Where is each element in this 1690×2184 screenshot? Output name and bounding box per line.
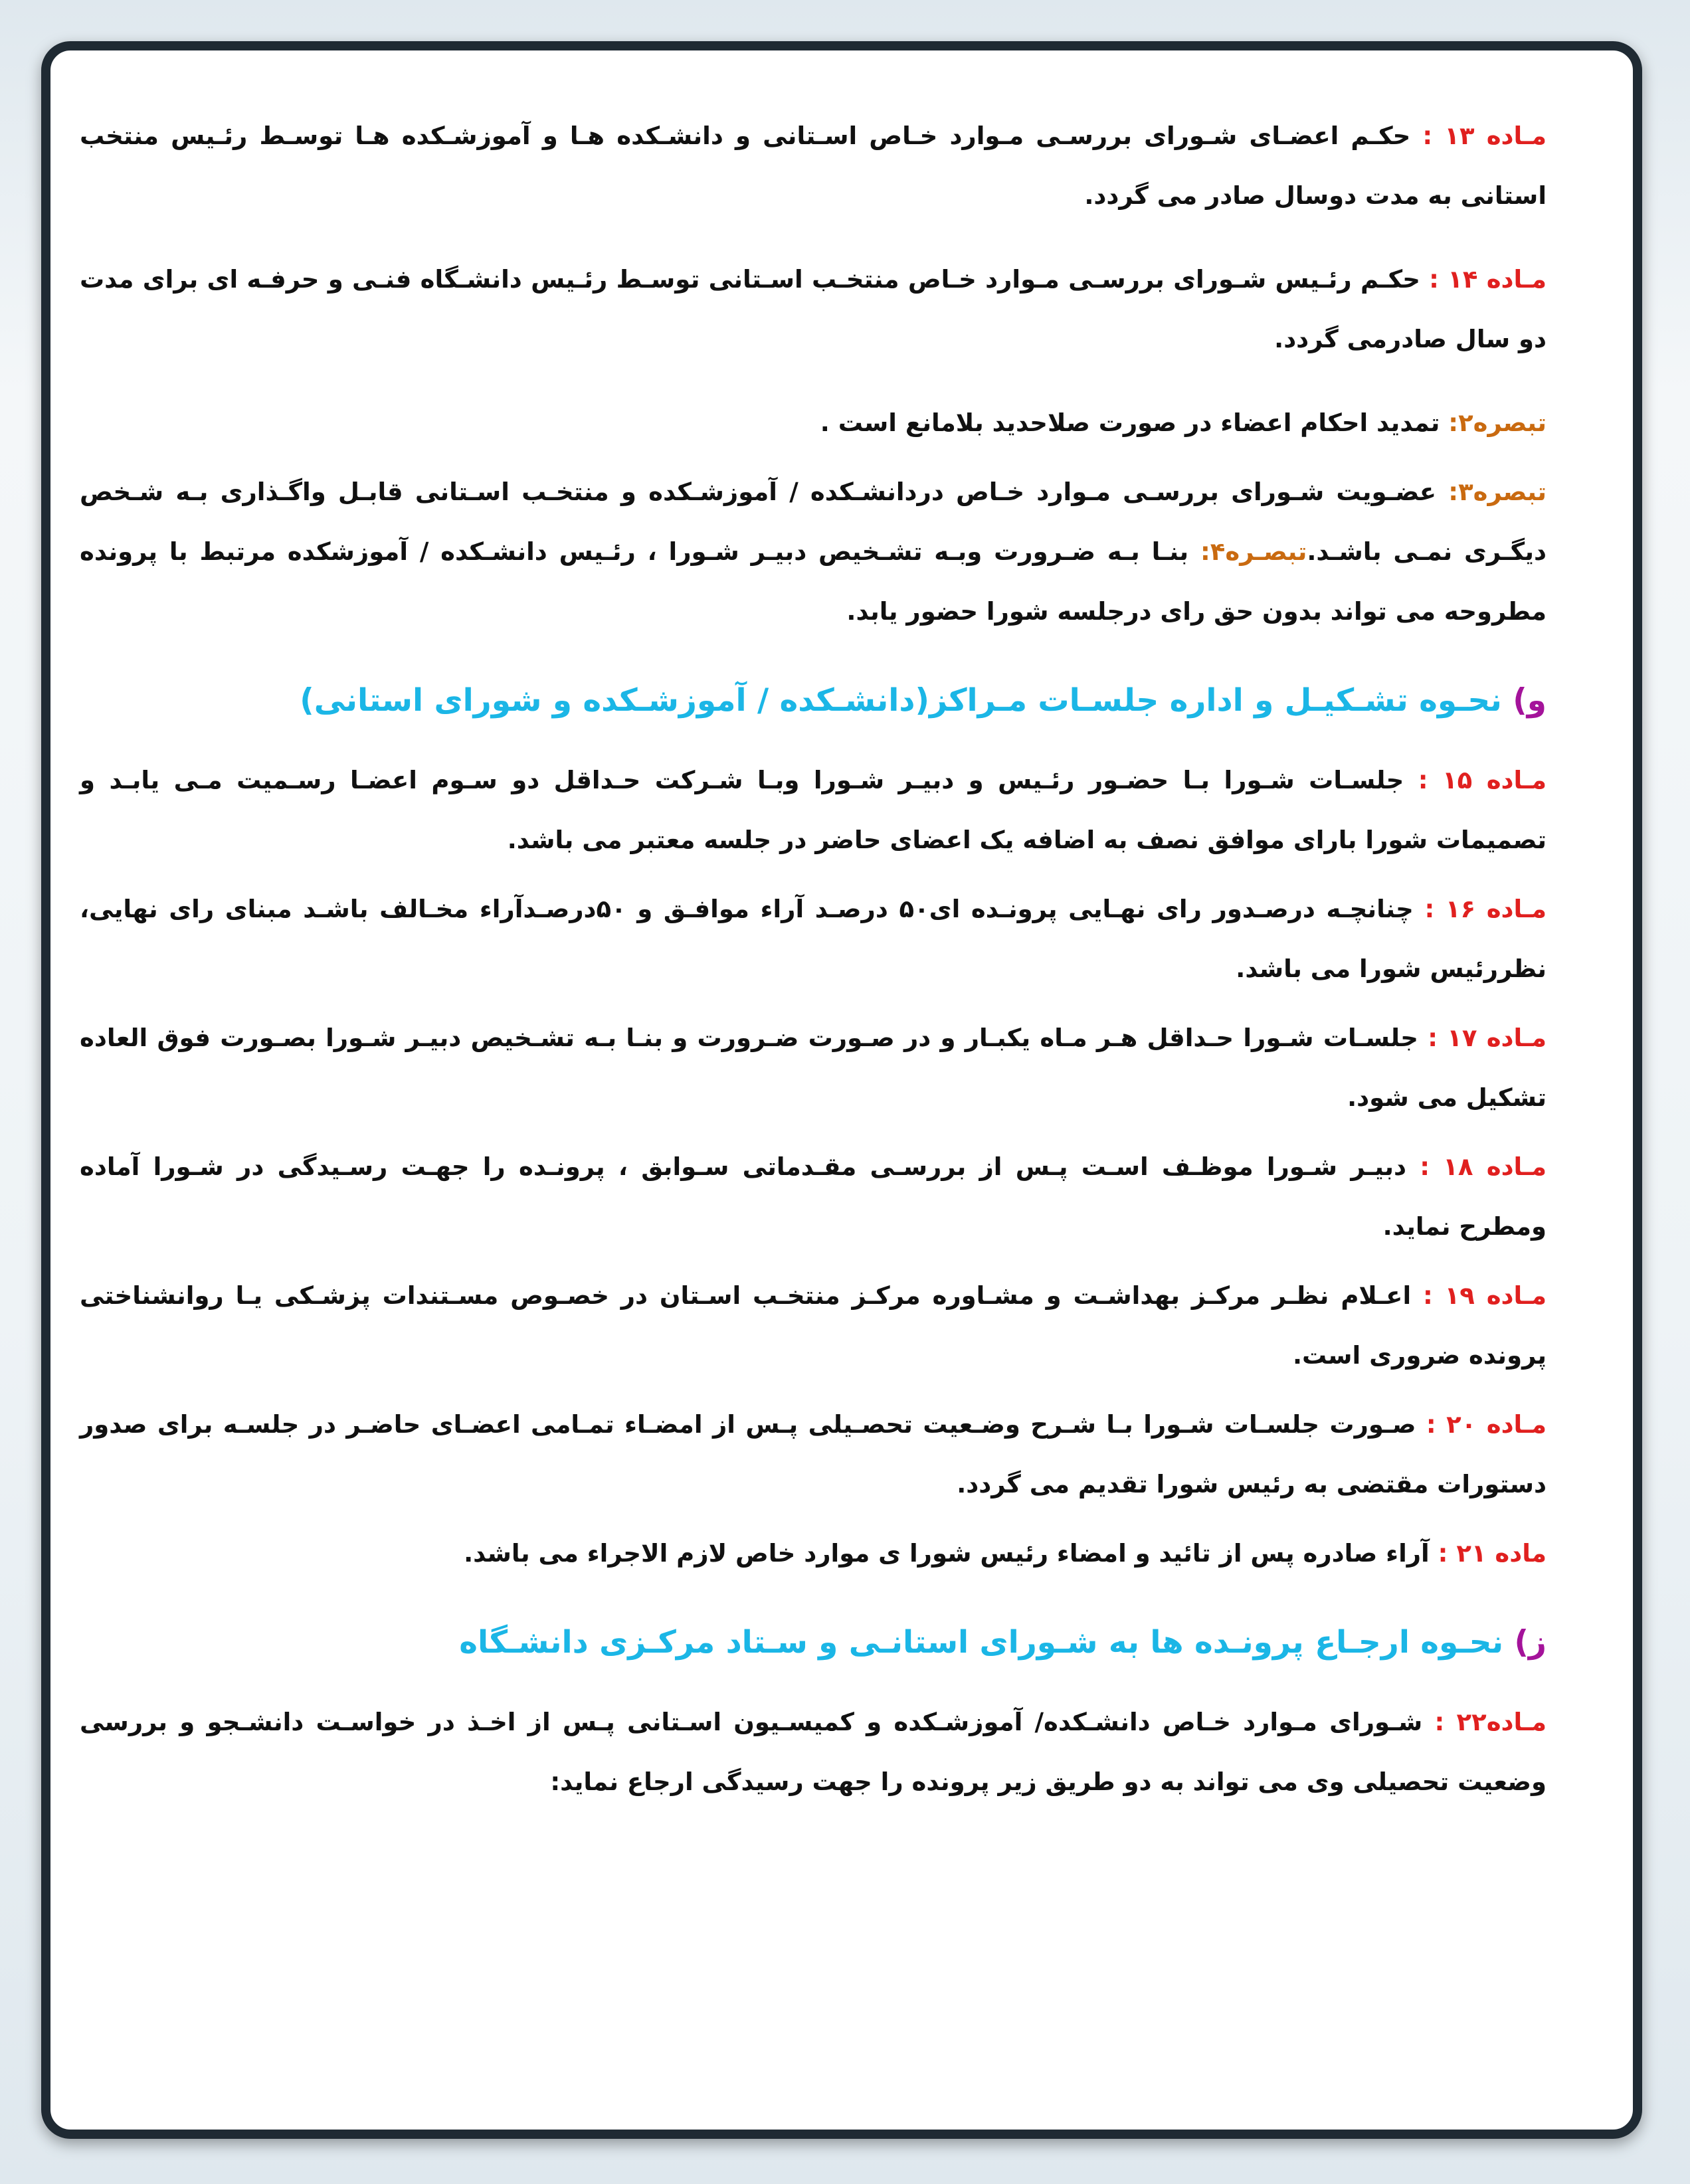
section-heading-v [80, 671, 1547, 731]
article-14-label: مـاده ۱۴ : [1429, 265, 1547, 294]
note-2-label: تبصره۲: [1448, 409, 1547, 437]
article-21-text: آراء صادره پس از تائید و امضاء رئیس شورا ی موارد خاص لازم الاجراء می باشد. [464, 1539, 1438, 1568]
article-22-text: شـورای مـوارد خـاص دانشـکده/ آموزشـکده و کمیسـیون اسـتانی پـس از اخـذ در خواسـت دانشـجو و بررسی وضعیت تحصیلی وی می تواند به دو طریق زیر پرونده را جهت رسیدگی ارجاع نماید: [80, 1708, 1547, 1796]
article-16-label: مـاده ۱۶ : [1424, 895, 1547, 923]
article-15 [80, 751, 1547, 870]
note-4-label: تبصـره۴: [1200, 537, 1307, 566]
article-13-label: مـاده ۱۳ : [1422, 122, 1547, 150]
section-title-v: نحـوه تشـکیـل و اداره جلسـات مـراکز(دانشـکده / آموزشـکده و شورای استانی) [300, 682, 1513, 719]
note-3-text: عضـویت شـورای بررسـی مـوارد خـاص دردانشـکده / آموزشـکده و منتخـب اسـتانی قابـل واگـذاری بـه شـخص دیگـری نمـی باشـد. [80, 478, 1547, 566]
article-18-text: دبیـر شـورا موظـف اسـت پـس از بررسـی مقـدماتی سـوابق ، پرونـده را جهـت رسـیدگی در شـورا آماده ومطرح نماید. [80, 1152, 1547, 1241]
article-13-text: حکـم اعضـای شـورای بررسـی مـوارد خـاص اسـتانی و دانشـکده هـا و آموزشـکده هـا توسـط رئـیس منتخب استانی به مدت دوسال صادر می گردد. [80, 122, 1547, 210]
section-title-z: نحـوه ارجـاع پرونـده ها به شـورای استانـی و سـتاد مرکـزی دانشـگاه [459, 1624, 1515, 1661]
note-2-text: تمدید احکام اعضاء در صورت صلاحدید بلامانع است . [820, 409, 1449, 437]
article-14 [80, 250, 1547, 369]
section-letter-z: ز) [1514, 1624, 1547, 1661]
document-body [80, 106, 1547, 1821]
article-21-label: ماده ۲۱ : [1438, 1539, 1547, 1568]
article-20-label: مـاده ۲۰ : [1426, 1410, 1547, 1439]
note-4-text: بنـا بـه ضـرورت وبـه تشـخیص دبیـر شـورا ، رئـیس دانشـکده / آموزشکده مرتبط با پرونده مطروحه می تواند بدون حق رای درجلسه شورا حضور یابد. [80, 537, 1547, 626]
note-3 [80, 462, 1547, 642]
article-15-text: جلسـات شـورا بـا حضـور رئـیس و دبیـر شـورا وبـا شـرکت حـداقل دو سـوم اعضـا رسـمیت مـی یابـد و تصمیمات شورا بارای موافق نصف به اضافه یک اعضای حاضر در جلسه معتبر می باشد. [80, 766, 1547, 854]
article-17-label: مـاده ۱۷ : [1428, 1024, 1547, 1052]
article-13 [80, 106, 1547, 226]
article-14-text: حکـم رئـیس شـورای بررسـی مـوارد خـاص منتخـب اسـتانی توسـط رئـیس دانشـگاه فنـی و حرفـه ای برای مدت دو سال صادرمی گردد. [80, 265, 1547, 353]
article-19-label: مـاده ۱۹ : [1423, 1281, 1547, 1310]
article-17 [80, 1008, 1547, 1128]
article-20 [80, 1395, 1547, 1514]
article-19-text: اعـلام نظـر مرکـز بهداشـت و مشـاوره مرکـز منتخـب اسـتان در خصـوص مسـتندات پزشـکی یـا روانشناختی پرونده ضروری است. [80, 1281, 1547, 1370]
section-letter-v: و) [1513, 682, 1547, 719]
section-heading-z [80, 1613, 1547, 1673]
article-18-label: مـاده ۱۸ : [1420, 1152, 1547, 1181]
article-22-label: مـاده۲۲ : [1434, 1708, 1547, 1736]
note-3-label: تبصره۳: [1448, 478, 1547, 506]
article-17-text: جلسـات شـورا حـداقل هـر مـاه یکبـار و در صـورت ضـرورت و بنـا بـه تشـخیص دبیـر شـورا بصـورت فوق العاده تشکیل می شود. [80, 1024, 1547, 1112]
note-2 [80, 393, 1547, 453]
article-21 [80, 1524, 1547, 1584]
article-20-text: صـورت جلسـات شـورا بـا شـرح وضـعیت تحصـیلی پـس از امضـاء تمـامی اعضـای حاضـر در جلسـه برای صدور دستورات مقتضی به رئیس شورا تقدیم می گردد. [80, 1410, 1547, 1499]
article-16 [80, 879, 1547, 999]
article-18 [80, 1137, 1547, 1257]
article-19 [80, 1266, 1547, 1386]
article-16-text: چنانچـه درصـدور رای نهـایی پرونـده ای۵۰ درصـد آراء موافـق و ۵۰درصـدآراء مخـالف باشـد مبنای رای نهایی، نظررئیس شورا می باشد. [80, 895, 1547, 983]
article-15-label: مـاده ۱۵ : [1418, 766, 1547, 794]
article-22 [80, 1692, 1547, 1812]
